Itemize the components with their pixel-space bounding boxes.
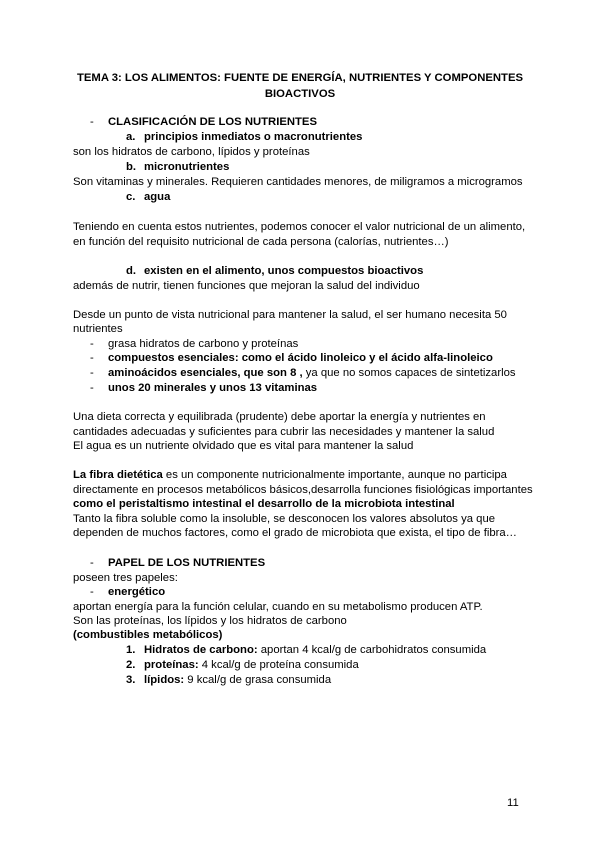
item-d-marker: d. (126, 265, 137, 277)
section-heading-papel: PAPEL DE LOS NUTRIENTES (108, 557, 266, 569)
paragraph-3-line1: Una dieta correcta y equilibrada (prudente) debe aportar la energía y nutrientes en (73, 411, 486, 423)
numbered-marker-2: 2. (126, 659, 136, 671)
item-d-text: además de nutrir, tienen funciones que mejoran la salud del individuo (73, 280, 420, 292)
list-item-2: compuestos esenciales: como el ácido linoleico y el ácido alfa-linoleico (108, 352, 493, 364)
list-item-1: grasa hidratos de carbono y proteínas (108, 338, 299, 350)
numbered-marker-3: 3. (126, 674, 136, 686)
section-heading-clasificacion: CLASIFICACIÓN DE LOS NUTRIENTES (108, 116, 317, 128)
fibra-line3: como el peristaltismo intestinal el desarrollo de la microbiota intestinal (73, 498, 455, 510)
numbered-item-1: Hidratos de carbono: aportan 4 kcal/g de carbohidratos consumida (144, 644, 487, 656)
fibra-line2: directamente en procesos metabólicos básicos,desarrolla funciones fisiológicas importantes (73, 484, 533, 496)
papel-intro: poseen tres papeles: (73, 572, 178, 584)
section-bullet: - (90, 557, 94, 569)
item-d-label: existen en el alimento, unos compuestos bioactivos (144, 265, 424, 277)
energetico-line2: Son las proteínas, los lípidos y los hidratos de carbono (73, 615, 347, 627)
energetico-label: energético (108, 586, 166, 598)
list-bullet: - (90, 382, 94, 394)
list-item-4: unos 20 minerales y unos 13 vitaminas (108, 382, 318, 394)
fibra-line4: Tanto la fibra soluble como la insoluble, se desconocen los valores absolutos ya que (73, 513, 496, 525)
section-bullet: - (90, 116, 94, 128)
combustibles-label: (combustibles metabólicos) (73, 629, 223, 641)
paragraph-1-line1: Teniendo en cuenta estos nutrientes, podemos conocer el valor nutricional de un alimento, (73, 221, 526, 233)
item-b-label: micronutrientes (144, 161, 230, 173)
paragraph-2-line2: nutrientes (73, 323, 123, 335)
list-bullet: - (90, 352, 94, 364)
list-item-3: aminoácidos esenciales, que son 8 , ya que no somos capaces de sintetizarlos (108, 367, 516, 379)
paragraph-2-line1: Desde un punto de vista nutricional para mantener la salud, el ser humano necesita 50 (73, 309, 507, 321)
list-bullet: - (90, 586, 94, 598)
item-c-marker: c. (126, 191, 136, 203)
item-a-marker: a. (126, 131, 136, 143)
page-title-line1: TEMA 3: LOS ALIMENTOS: FUENTE DE ENERGÍA, NUTRIENTES Y COMPONENTES (76, 72, 524, 84)
list-bullet: - (90, 367, 94, 379)
energetico-line1: aportan energía para la función celular, cuando en su metabolismo producen ATP. (73, 601, 483, 613)
item-c-label: agua (144, 191, 171, 203)
fibra-line5: dependen de muchos factores, como el grado de microbiota que exista, el tipo de fibra… (73, 527, 517, 539)
paragraph-3-line2: cantidades adecuadas y suficientes para cubrir las necesidades y mantener la salud (73, 426, 495, 438)
item-b-marker: b. (126, 161, 137, 173)
page-title-line2: BIOACTIVOS (264, 88, 336, 100)
numbered-marker-1: 1. (126, 644, 136, 656)
list-bullet: - (90, 338, 94, 350)
item-b-text: Son vitaminas y minerales. Requieren cantidades menores, de miligramos a microgramos (73, 176, 523, 188)
fibra-line1: La fibra dietética es un componente nutricionalmente importante, aunque no participa (73, 469, 507, 481)
numbered-item-2: proteínas: 4 kcal/g de proteína consumida (144, 659, 359, 671)
numbered-item-3: lípidos: 9 kcal/g de grasa consumida (144, 674, 332, 686)
paragraph-1-line2: en función del requisito nutricional de cada persona (calorías, nutrientes…) (73, 236, 449, 248)
item-a-text: son los hidratos de carbono, lípidos y proteínas (73, 146, 310, 158)
paragraph-3-line3: El agua es un nutriente olvidado que es vital para mantener la salud (73, 440, 414, 452)
page-number: 11 (507, 797, 519, 809)
item-a-label: principios inmediatos o macronutrientes (144, 131, 363, 143)
